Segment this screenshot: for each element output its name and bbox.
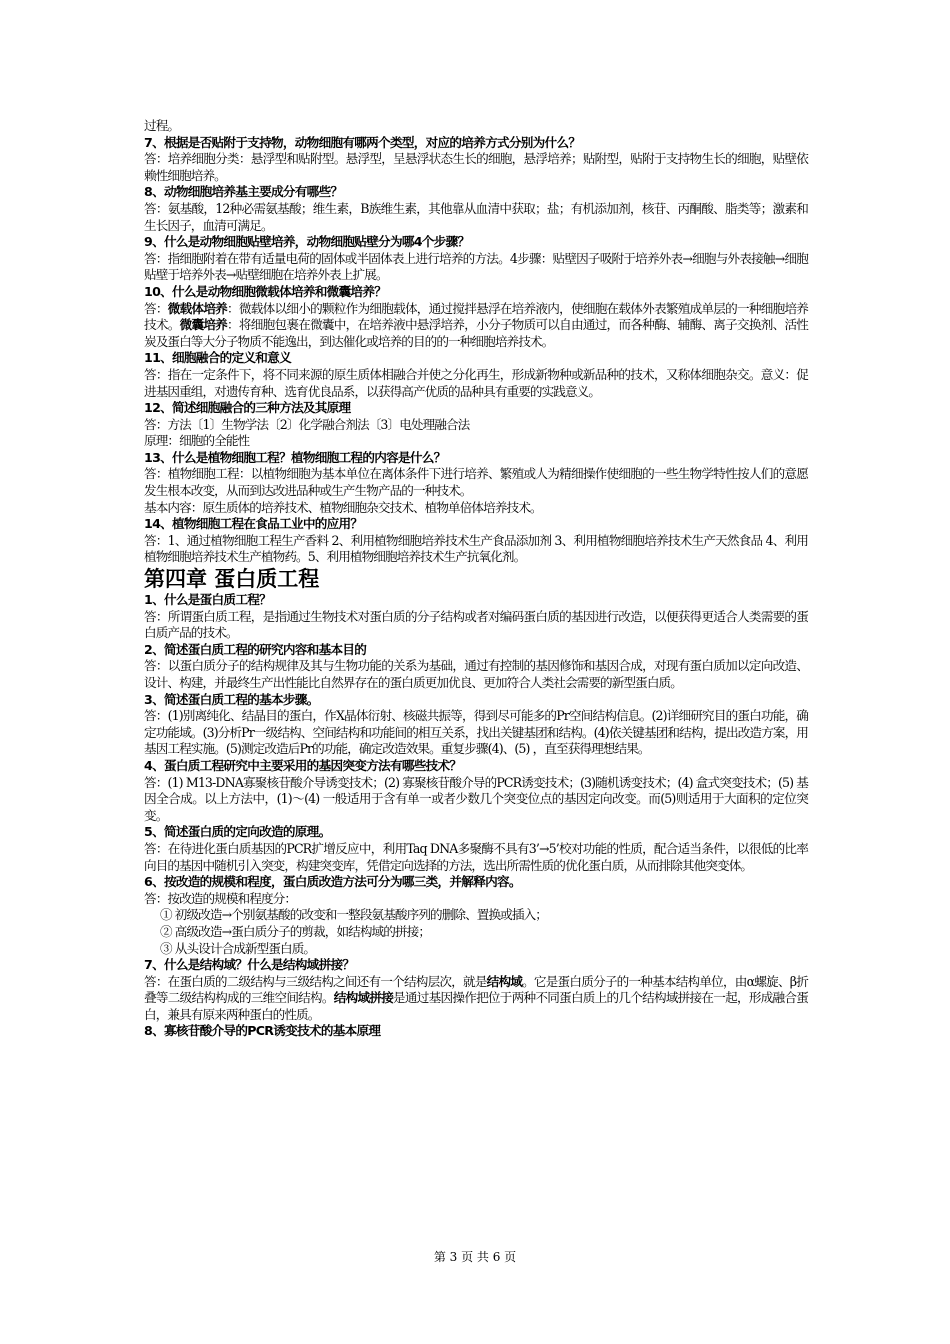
text-line: 过程。 (144, 118, 180, 133)
list-item: ① 初级改造→个别氨基酸的改变和一整段氨基酸序列的删除、置换或插入； (160, 907, 547, 923)
answer-text: 答： (144, 300, 168, 316)
bold-term: 结构域 (486, 973, 523, 989)
answer-paragraph: 答：以蛋白质分子的结构规律及其与生物功能的关系为基础，通过有控制的基因修饰和基因合成，对现有蛋白质加以定向改造、设计、构建，并最终生产出性能比自然界存在的蛋白质更加优良、更加符合人类社会需要的新型蛋白质。 (144, 658, 808, 690)
answer-paragraph (144, 974, 808, 1024)
question-heading: 7、根据是否贴附于支持物，动物细胞有哪两个类型，对应的培养方式分别为什么？ (144, 134, 581, 150)
question-heading: 1、什么是蛋白质工程？ (144, 592, 272, 608)
answer-paragraph: 答：(1)别离纯化、结晶目的蛋白，作X晶体衍射、核磁共振等，得到尽可能多的Pr空间结构信息。(2)详细研究目的蛋白功能，确定功能域。(3)分析Pr一级结构、空间结构和功能间的相互关系，找出关键基团和结构。(4)依关键基团和结构，提出改造方案，用基因工程实施。(5)测定改造后Pr的功能，确定改造效果。重复步骤(4)、(5) ，直至获得理想结果。 (144, 708, 808, 757)
answer-paragraph: 答：在待进化蛋白质基因的PCR扩增反应中，利用Taq DNA多聚酶不具有3’→5’校对功能的性质，配合适当条件，以很低的比率向目的基因中随机引入突变，构建突变库，凭借定向选择的方法，选出所需性质的优化蛋白质，从而排除其他突变体。 (144, 840, 808, 873)
question-heading: 7、什么是结构域？什么是结构域拼接？ (144, 957, 355, 973)
list-item: ③ 从头设计合成新型蛋白质。 (160, 940, 316, 956)
question-heading: 13、什么是植物细胞工程？植物细胞工程的内容是什么？ (144, 449, 446, 465)
page-footer: 第 3 页 共 6 页 (433, 1250, 517, 1264)
answer-text: ：微载体以细小的颗粒作为细胞载体，通过搅拌悬浮在培养液内，使细胞在载体外表繁殖成单层的一种细胞培养技术。 (144, 300, 809, 333)
question-heading: 6、按改造的规模和程度，蛋白质改造方法可分为哪三类，并解释内容。 (144, 874, 521, 890)
document-body (144, 118, 808, 1040)
question-heading: 3、简述蛋白质工程的基本步骤。 (144, 691, 319, 707)
question-heading: 12、简述细胞融合的三种方法及其原理 (144, 400, 351, 416)
question-heading: 11、细胞融合的定义和意义 (144, 350, 291, 366)
answer-text: 。它是蛋白质分子的一种基本结构单位，由α螺旋、β折叠等二级结构构成的三维空间结构。 (144, 973, 808, 1006)
answer-paragraph: 答：指在一定条件下，将不同来源的原生质体相融合并使之分化再生，形成新物种或新品种的技术，又称体细胞杂交。意义：促进基因重组，对遗传育种、选育优良品系，以获得高产优质的品种具有重要的实践意义。 (144, 366, 808, 399)
answer-paragraph (144, 301, 808, 351)
answer-paragraph: 答：(1) M13-DNA寡聚核苷酸介导诱变技术；(2) 寡聚核苷酸介导的PCR诱变技术；(3)随机诱变技术；(4) 盒式突变技术；(5) 基因全合成。以上方法中，(1)～(4) 一般适用于含有单一或者少数几个突变位点的基因定向改变。而(5)则适用于大面积的定位突变。 (144, 774, 808, 823)
bold-term: 结构域拼接 (333, 990, 394, 1006)
chapter-title: 第四章 蛋白质工程 (144, 567, 320, 592)
answer-paragraph: 答：培养细胞分类：悬浮型和贴附型。悬浮型，呈悬浮状态生长的细胞，悬浮培养；贴附型，贴附于支持物生长的细胞，贴壁依赖性细胞培养。 (144, 151, 808, 183)
answer-text: 是通过基因操作把位于两种不同蛋白质上的几个结构域拼接在一起，形成融合蛋白，兼具有原来两种蛋白的性质。 (144, 990, 808, 1022)
list-item: ② 高级改造→蛋白质分子的剪裁，如结构域的拼接； (160, 923, 431, 939)
answer-paragraph: 原理：细胞的全能性 (144, 433, 250, 449)
answer-paragraph: 基本内容：原生质体的培养技术、植物细胞杂交技术、植物单倍体培养技术。 (144, 499, 542, 515)
answer-paragraph: 答：植物细胞工程：以植物细胞为基本单位在离体条件下进行培养、繁殖或人为精细操作使细胞的一些生物学特性按人们的意愿发生根本改变，从而到达改进品种或生产生物产品的一种技术。 (144, 466, 808, 499)
answer-paragraph: 答：1、通过植物细胞工程生产香料 2、利用植物细胞培养技术生产食品添加剂 3、利用植物细胞培养技术生产天然食品 4、利用植物细胞培养技术生产植物药。5、利用植物细胞培养技术生产抗氧化剂。 (144, 532, 808, 565)
bold-term: 微载体培养 (167, 300, 228, 316)
question-heading: 2、简述蛋白质工程的研究内容和基本目的 (144, 641, 367, 657)
question-heading: 5、简述蛋白质的定向改造的原理。 (144, 824, 331, 840)
bold-term: 微囊培养 (179, 317, 228, 333)
question-heading: 14、植物细胞工程在食品工业中的应用？ (144, 516, 363, 532)
question-heading: 10、什么是动物细胞微载体培养和微囊培养？ (144, 283, 387, 299)
answer-paragraph: 答：按改造的规模和程度分： (144, 890, 297, 906)
question-heading: 8、寡核苷酸介导的PCR诱变技术的基本原理 (144, 1023, 381, 1039)
answer-text: ：将细胞包裹在微囊中，在培养液中悬浮培养，小分子物质可以自由通过，而各种酶、辅酶、离子交换剂、活性炭及蛋白等大分子物质不能逸出，到达催化或培养的目的的一种细胞培养技术。 (144, 317, 809, 349)
answer-paragraph: 答：方法〔1〕生物学法〔2〕化学融合剂法〔3〕电处理融合法 (144, 416, 470, 432)
answer-paragraph: 答：指细胞附着在带有适量电荷的固体或半固体表上进行培养的方法。4步骤：贴壁因子吸附于培养外表→细胞与外表接触→细胞贴壁于培养外表→贴壁细胞在培养外表上扩展。 (144, 250, 808, 283)
question-heading: 9、什么是动物细胞贴壁培养，动物细胞贴壁分为哪4个步骤？ (144, 234, 470, 250)
answer-paragraph: 答：氨基酸，12种必需氨基酸；维生素，B族维生素，其他靠从血清中获取；盐；有机添加剂，核苷、丙酮酸、脂类等；激素和生长因子，血清可满足。 (144, 200, 808, 233)
question-heading: 8、动物细胞培养基主要成分有哪些？ (144, 184, 343, 200)
answer-paragraph: 答：所谓蛋白质工程，是指通过生物技术对蛋白质的分子结构或者对编码蛋白质的基因进行改造，以便获得更适合人类需要的蛋白质产品的技术。 (144, 608, 808, 641)
question-heading: 4、蛋白质工程研究中主要采用的基因突变方法有哪些技术？ (144, 757, 462, 773)
answer-text: 答：在蛋白质的二级结构与三级结构之间还有一个结构层次，就是 (144, 973, 487, 989)
